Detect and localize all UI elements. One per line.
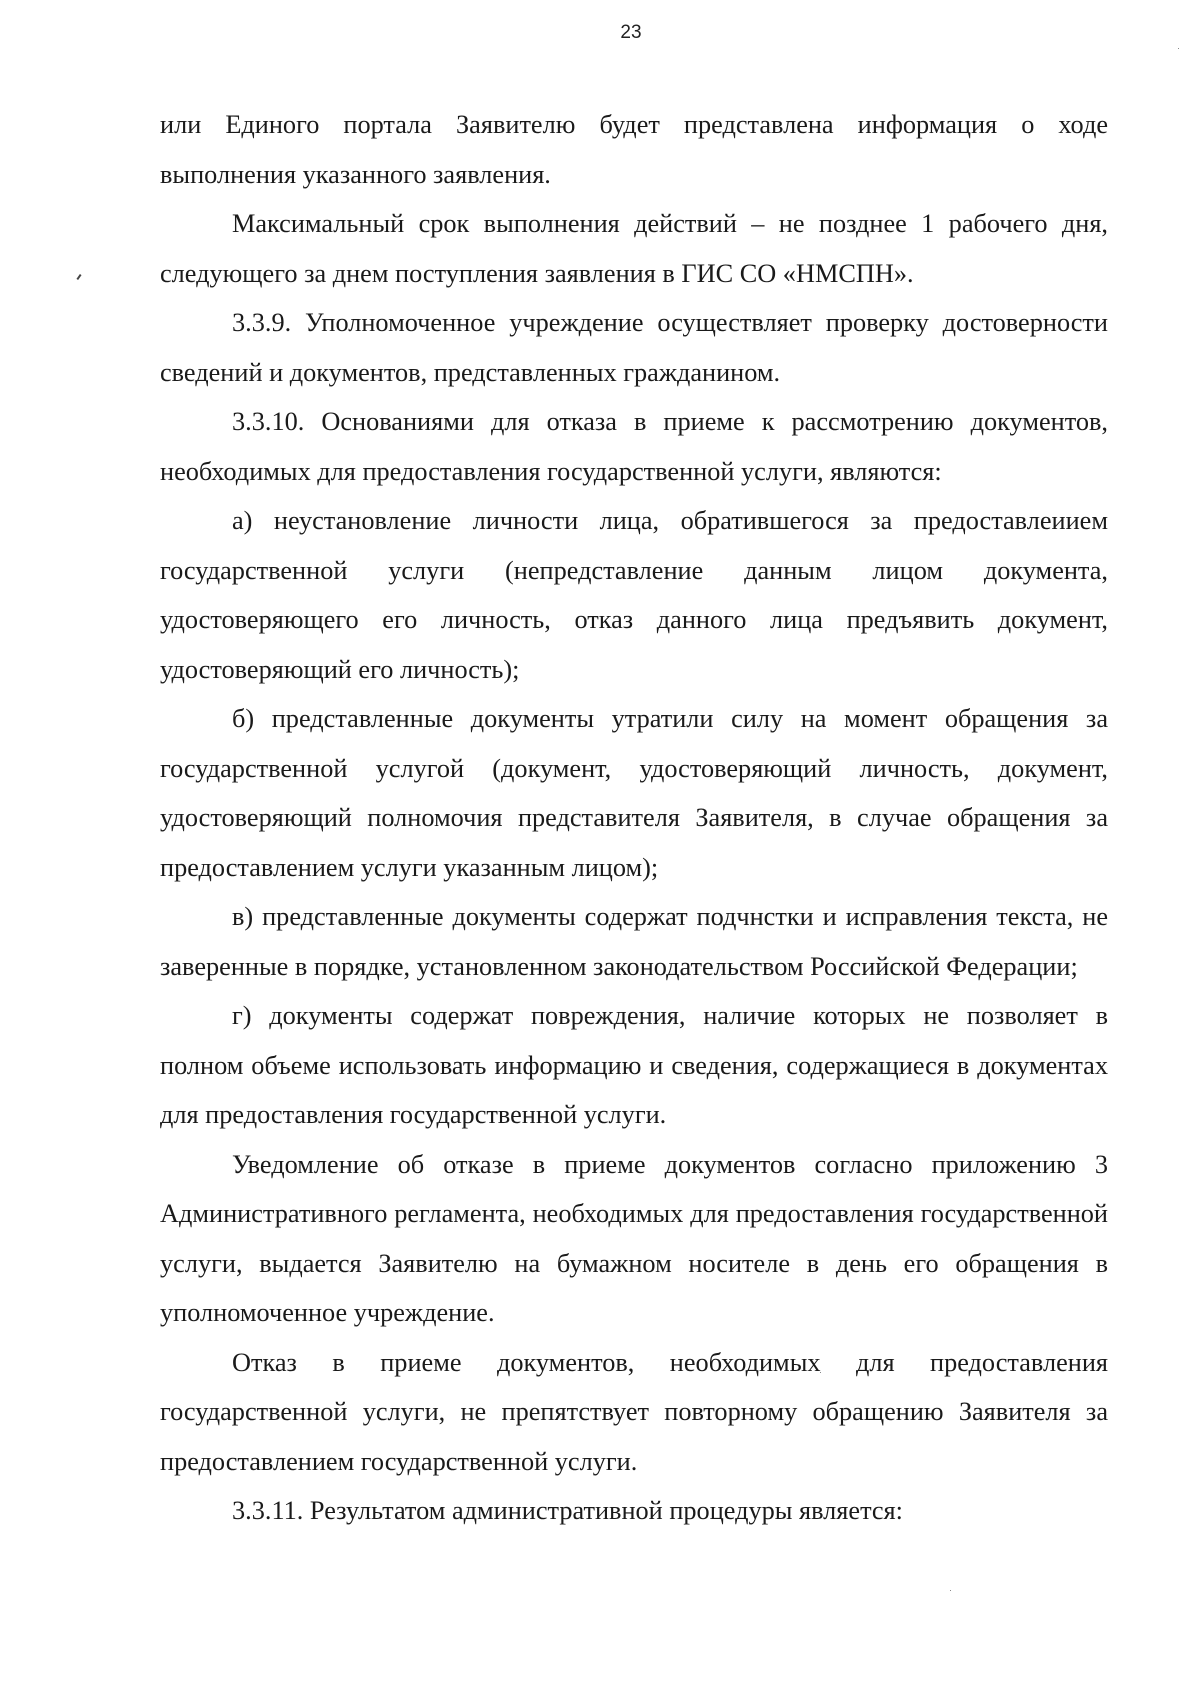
paragraph-3-3-9: 3.3.9. Уполномоченное учреждение осуществляет проверку достоверности сведений и документов, представленных гражданином. — [160, 308, 1108, 387]
paragraph-3-3-10: 3.3.10. Основаниями для отказа в приеме к рассмотрению документов, необходимых для предоставления государственной услуги, являются: — [160, 407, 1108, 486]
list-item-a: а) неустановление личности лица, обратившегося за предоставлеиием государственной услуги (непредставление данным лицом документа, удостоверяющего его личность, отказ данного лица предъявить документ, удостоверяющий его личность); — [160, 506, 1108, 684]
paragraph-3-3-11: 3.3.11. Результатом административной процедуры является: — [232, 1496, 903, 1525]
paragraph-max-term: Максимальный срок выполнения действий – не позднее 1 рабочего дня, следующего за днем поступления заявления в ГИС СО «НМСПН». — [160, 209, 1108, 288]
document-body — [160, 100, 1108, 1536]
list-item-g: г) документы содержат повреждения, наличие которых не позволяет в полном объеме использовать информацию и сведения, содержащиеся в документах для предоставления государственной услуги. — [160, 1001, 1108, 1129]
list-item-b: б) представленные документы утратили силу на момент обращения за государственной услугой (документ, удостоверяющий личность, документ, удостоверяющий полномочия представителя Заявителя, в случае обращения за предоставлением услуги указанным лицом); — [160, 704, 1108, 882]
list-item-v: в) представленные документы содержат подчнстки и исправления текста, не заверенные в порядке, установленном законодательством Российской Федерации; — [160, 902, 1108, 981]
scan-artifact-dot — [950, 1590, 951, 1591]
paragraph-refusal: Отказ в приеме документов, необходимых для предоставления государственной услуги, не препятствует повторному обращению Заявителя за предоставлением государственной услуги. — [160, 1347, 1108, 1476]
paragraph-continuation: или Единого портала Заявителю будет представлена информация о ходе выполнения указанного заявления. — [160, 110, 1108, 189]
scan-artifact-mark — [76, 274, 81, 280]
page-number: 23 — [620, 22, 642, 43]
paragraph-notice: Уведомление об отказе в приеме документов согласно приложению 3 Административного регламента, необходимых для предоставления государственной услуги, выдается Заявителю на бумажном носителе в день его обращения в уполномоченное учреждение. — [160, 1149, 1108, 1327]
scan-artifact-dot — [1178, 48, 1179, 49]
